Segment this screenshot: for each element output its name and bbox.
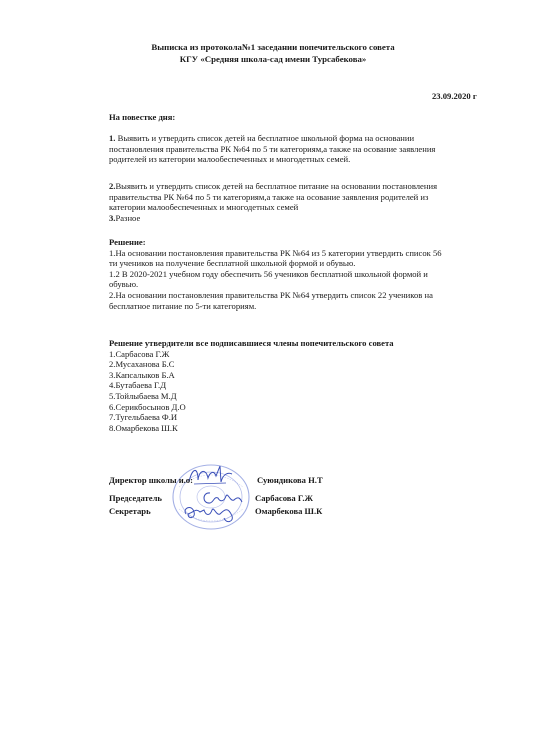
director-name: Суюндикова Н.Т xyxy=(257,475,323,485)
approver-member: 8.Омарбекова Ш.К xyxy=(109,422,178,433)
agenda-item-2-line: Выявить и утвердить список детей на бесплатное питание на основании постановления xyxy=(115,181,438,191)
approver-member: 1.Сарбасова Г.Ж xyxy=(109,348,170,359)
agenda-heading: На повестке дня: xyxy=(109,112,176,122)
chair-label: Председатель xyxy=(109,493,162,503)
approver-member: 2.Мусаханова Б.С xyxy=(109,359,175,370)
document-title-line2: КГУ «Средняя школа-сад имени Турсабекова» xyxy=(179,54,367,64)
decision-line: 2.На основании постановления правительства РК №64 утвердить список 22 учеников на xyxy=(109,289,433,300)
agenda-item-3-number: 3. xyxy=(109,212,116,223)
decision-line: обувью. xyxy=(109,279,139,290)
agenda-item-2-line: правительства РК №64 по 5 ти категориям,а также на осование заявления родителей из xyxy=(109,191,429,202)
approvers-heading: Решение утвердители все подписавшиеся члены попечительского совета xyxy=(109,338,394,348)
director-label: Директор школы и.о: xyxy=(109,475,193,485)
decision-heading: Решение: xyxy=(109,237,146,247)
agenda-item-1-line: Выявить и утвердить список детей на бесплатное школьной форма на основании xyxy=(115,133,415,143)
document-date: 23.09.2020 г xyxy=(432,91,477,101)
decision-line: бесплатное питание по 5-ти категориям. xyxy=(109,300,257,311)
decision-line: 1.На основании постановления правительства РК №64 из 5 категории утвердить список 56 xyxy=(109,247,442,258)
approvers-section xyxy=(109,338,489,433)
approver-member: 5.Тойлыбаева М.Д xyxy=(109,390,177,401)
agenda-item-2-line: категории малообеспеченных и многодетных семей xyxy=(109,202,299,213)
secretary-name: Омарбекова Ш.К xyxy=(255,506,323,516)
secretary-signature-icon xyxy=(180,500,238,526)
chair-name: Сарбасова Г.Ж xyxy=(255,493,314,503)
document-title-line1: Выписка из протокола№1 заседании попечительского совета xyxy=(151,42,395,52)
agenda-item-3-text: Разное xyxy=(115,212,141,223)
agenda-item-1 xyxy=(109,133,489,165)
secretary-label: Секретарь xyxy=(109,506,151,516)
agenda-item-2 xyxy=(109,181,489,223)
approver-member: 4.Бутабаева Г.Д xyxy=(109,380,167,391)
approver-member: 3.Капсалыков Б.А xyxy=(109,369,175,380)
agenda-item-2-number: 2. xyxy=(109,181,116,191)
decision-line: 1.2 В 2020-2021 учебном году обеспечить 56 учеников бесплатной школьной формой и xyxy=(109,268,428,279)
decision-line: ти учеников на получение бесплатной школьной формой и обувью. xyxy=(109,258,356,269)
agenda-item-1-number: 1. xyxy=(109,133,116,143)
agenda-item-1-line: родителей из категории малообеспеченных и многодетных семей. xyxy=(109,154,351,165)
decision-section xyxy=(109,237,489,311)
director-signature-icon xyxy=(186,462,234,488)
approver-member: 6.Серикбосынов Д.О xyxy=(109,401,186,412)
agenda-item-1-line: постановления правительства РК №64 по 5 ти категориям,а также на осование заявления xyxy=(109,143,436,154)
approver-member: 7.Тугельбаева Ф.И xyxy=(109,412,178,423)
